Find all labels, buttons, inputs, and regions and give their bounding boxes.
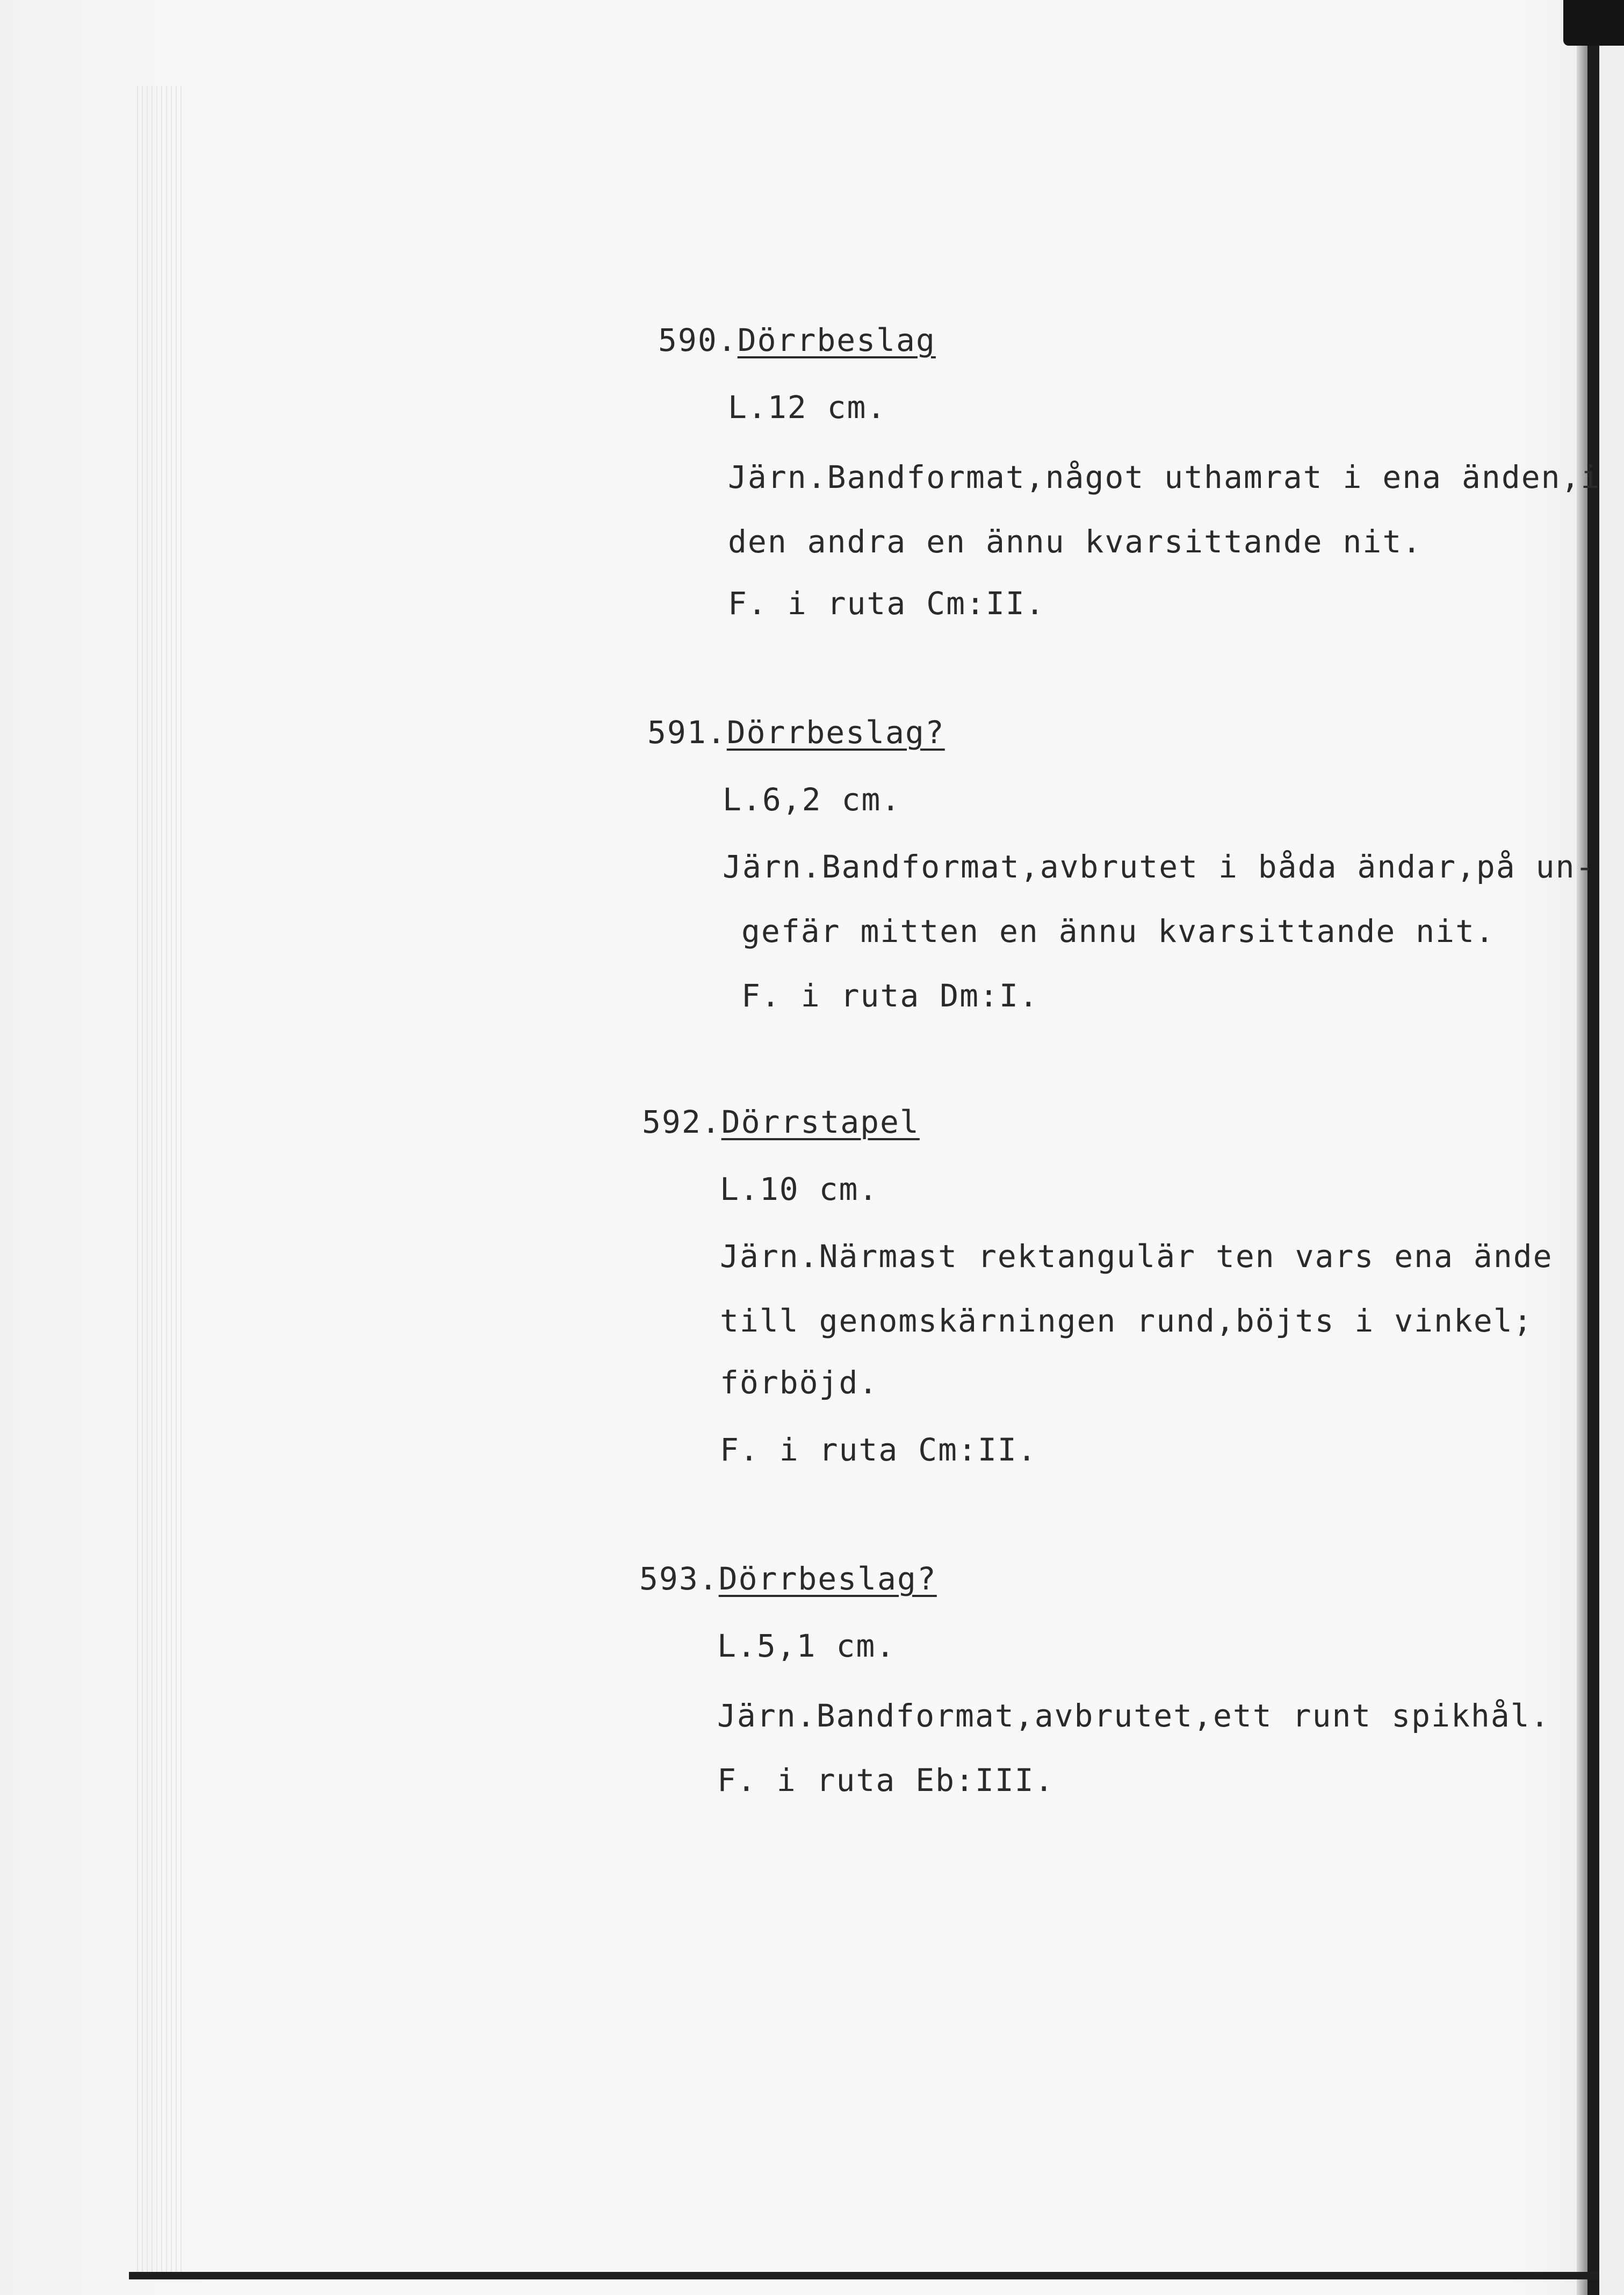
entry-line: F. i ruta Dm:I. [741,977,1039,1014]
entry-line: F. i ruta Cm:II. [728,585,1045,622]
entry-line: Järn.Bandformat,avbrutet,ett runt spikhål. [717,1697,1550,1734]
entry-number: 592. [642,1104,721,1140]
entry-number: 590. [658,322,738,358]
entry-heading [639,1561,937,1596]
entry-heading [642,1104,920,1140]
entry-line: Järn.Närmast rektangulär ten vars ena ände [720,1238,1553,1275]
entry-line: L.10 cm. [720,1171,879,1207]
entry-line: L.5,1 cm. [717,1628,896,1664]
entry-number: 593. [639,1560,719,1597]
entry-line: till genomskärningen rund,böjts i vinkel; [720,1303,1533,1339]
entry-title: Dörrstapel [721,1104,920,1140]
entry-title: Dörrbeslag [737,322,936,358]
entry-number: 591. [647,714,727,751]
entry-heading [647,715,945,750]
entry-line: den andra en ännu kvarsittande nit. [728,523,1423,560]
entry-line: Järn.Bandformat,avbrutet i båda ändar,på un- [723,848,1596,885]
entry-title: Dörrbeslag? [718,1560,937,1597]
entry-line: gefär mitten en ännu kvarsittande nit. [741,913,1495,949]
entry-line: L.12 cm. [728,389,887,426]
entry-line: L.6,2 cm. [723,781,901,818]
entry-title: Dörrbeslag? [726,714,945,751]
entry-line: F. i ruta Cm:II. [720,1431,1037,1468]
entry-line: F. i ruta Eb:III. [717,1762,1055,1798]
entry-line: förböjd. [720,1364,879,1401]
entry-heading [658,322,936,358]
entry-line: Järn.Bandformat,något uthamrat i ena änden,i [728,459,1601,495]
